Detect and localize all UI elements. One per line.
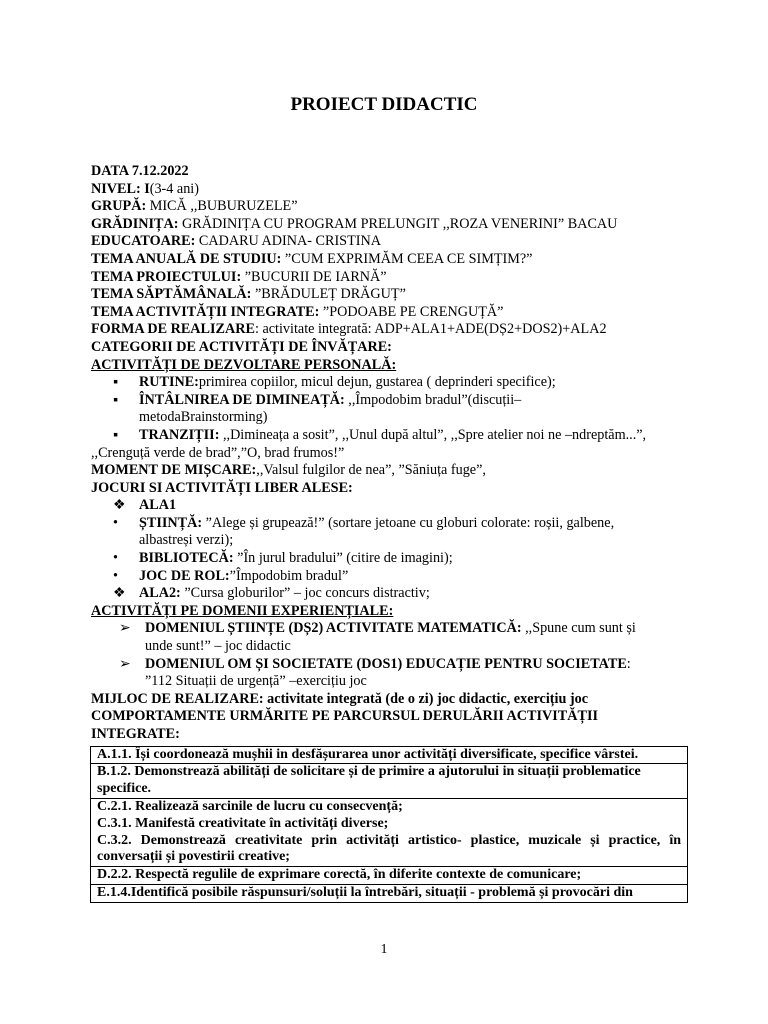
list-item-joc-de-rol: • JOC DE ROL:”Împodobim bradul” <box>113 567 349 584</box>
categorii-heading: CATEGORII DE ACTIVITĂȚI DE ÎNVĂȚARE: <box>91 338 392 355</box>
diamond-bullet-icon: ❖ <box>113 497 126 514</box>
arrow-bullet-icon: ➢ <box>119 655 131 672</box>
table-cell: D.2.2. Respectă regulile de exprimare corectă, în diferite contexte de comunicare; <box>91 867 688 885</box>
mijloc-realizare: MIJLOC DE REALIZARE: activitate integrată (de o zi) joc didactic, exercițiu joc <box>91 690 588 707</box>
page-title: PROIECT DIDACTIC <box>290 94 478 115</box>
list-item-biblioteca: • BIBLIOTECĂ: ”În jurul bradului” (citire de imagini); <box>113 550 453 567</box>
field-forma: FORMA DE REALIZARE: activitate integrată: ADP+ALA1+ADE(DȘ2+DOS2)+ALA2 <box>91 321 607 338</box>
adp-heading: ACTIVITĂȚI DE DEZVOLTARE PERSONALĂ: <box>91 356 397 373</box>
field-grupa: GRUPĂ: MICĂ ,,BUBURUZELE” <box>91 198 298 215</box>
square-bullet-icon: ▪ <box>113 374 119 391</box>
competencies-table <box>90 746 688 903</box>
table-row <box>91 798 688 866</box>
jocuri-heading: JOCURI SI ACTIVITĂȚI LIBER ALESE: <box>91 479 353 496</box>
comportamente-heading-line2: INTEGRATE: <box>91 726 180 742</box>
table-cell: B.1.2. Demonstrează abilități de solicitare și de primire a ajutorului in situații problematice specifice. <box>91 764 688 799</box>
field-tema-saptamanala: TEMA SĂPTĂMÂNALĂ: ”BRĂDULEȚ DRĂGUȚ” <box>91 286 406 303</box>
field-data: DATA 7.12.2022 <box>91 163 189 179</box>
list-item-domeniul-om-societate: ➢ DOMENIUL OM ȘI SOCIETATE (DOS1) EDUCAȚIE PENTRU SOCIETATE: ”112 Situații de urgență” –exercițiu joc <box>119 655 631 690</box>
comportamente-heading-line1: COMPORTAMENTE URMĂRITE PE PARCURSUL DERULĂRII ACTIVITĂȚII <box>91 708 599 725</box>
list-item-rutine: ▪ RUTINE:primirea copiilor, micul dejun, gustarea ( deprinderi specifice); <box>113 374 556 391</box>
round-bullet-icon: • <box>113 550 118 567</box>
table-row <box>91 867 688 885</box>
field-tema-proiect: TEMA PROIECTULUI: ”BUCURII DE IARNĂ” <box>91 268 387 285</box>
list-item-domeniul-stiinte: ➢ DOMENIUL ȘTIINȚE (DȘ2) ACTIVITATE MATEMATICĂ: ,,Spune cum sunt și unde sunt!” – joc didactic <box>119 620 636 655</box>
document-body <box>91 163 687 903</box>
ade-heading: ACTIVITĂȚI PE DOMENII EXPERIENȚIALE: <box>91 602 394 619</box>
field-gradinita: GRĂDINIȚA: GRĂDINIȚA CU PROGRAM PRELUNGIT ,,ROZA VENERINI” BACAU <box>91 215 618 232</box>
field-tema-activitatii: TEMA ACTIVITĂȚII INTEGRATE: ”PODOABE PE CRENGUȚĂ” <box>91 303 504 320</box>
round-bullet-icon: • <box>113 567 118 584</box>
table-cell: C.2.1. Realizează sarcinile de lucru cu consecvență; C.3.1. Manifestă creativitate în activități diverse; C.3.2. Demonstrează creativitate prin activități artistico- plastice, muzicale și practice, în conversații și povestirii creative; <box>91 798 688 866</box>
field-nivel: NIVEL: I(3-4 ani) <box>91 180 199 197</box>
page-number: 1 <box>380 942 388 957</box>
round-bullet-icon: • <box>113 514 118 531</box>
list-item-ala2: ❖ ALA2: ”Cursa globurilor” – joc concurs distractiv; <box>113 585 430 602</box>
tranzitii-continuation: ,,Crenguță verde de brad”,”O, brad frumos!” <box>91 444 345 461</box>
table-cell: E.1.4.Identifică posibile răspunsuri/soluții la întrebări, situații - problemă și provocări din <box>91 884 688 902</box>
list-item-tranzitii: ▪ TRANZIȚII: ,,Dimineața a sosit”, ,,Unul după altul”, ,,Spre atelier noi ne –ndreptăm...”, <box>113 426 647 443</box>
square-bullet-icon: ▪ <box>113 426 119 443</box>
moment-miscare: MOMENT DE MIȘCARE:,,Valsul fulgilor de nea”, ”Săniuța fuge”, <box>91 462 486 479</box>
table-row <box>91 746 688 764</box>
table-row <box>91 884 688 902</box>
square-bullet-icon: ▪ <box>113 391 119 408</box>
table-cell: A.1.1. Își coordonează mușhii in desfășurarea unor activități diversificate, specifice vârstei. <box>91 746 688 764</box>
list-item-ala1: ❖ ALA1 <box>113 497 177 514</box>
field-tema-anuala: TEMA ANUALĂ DE STUDIU: ”CUM EXPRIMĂM CEEA CE SIMȚIM?” <box>91 250 533 267</box>
list-item-intalnirea: ▪ ÎNTÂLNIREA DE DIMINEAȚĂ: ,,Împodobim bradul”(discuții– metodaBrainstorming) <box>113 391 522 426</box>
field-educatoare: EDUCATOARE: CADARU ADINA- CRISTINA <box>91 233 381 250</box>
diamond-bullet-icon: ❖ <box>113 585 126 602</box>
table-row <box>91 764 688 799</box>
list-item-stiinta: • ȘTIINȚĂ: ”Alege și grupează!” (sortare jetoane cu globuri colorate: roșii, galbene, albastreși verzi); <box>113 514 615 549</box>
arrow-bullet-icon: ➢ <box>119 620 131 637</box>
